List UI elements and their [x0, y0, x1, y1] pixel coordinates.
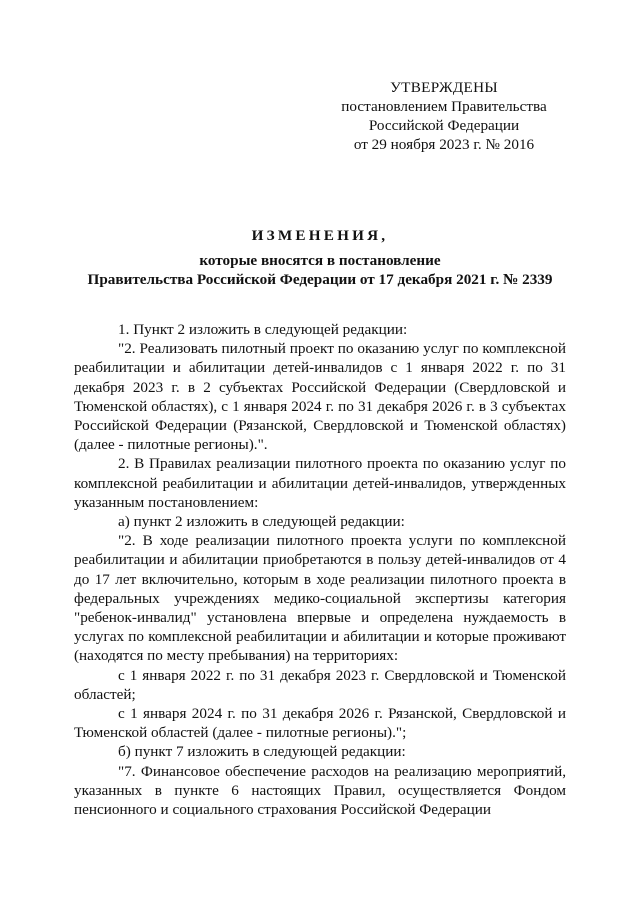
- paragraph: с 1 января 2022 г. по 31 декабря 2023 г. Свердловской и Тюменской областей;: [74, 666, 566, 703]
- approval-block: [330, 78, 558, 154]
- document-title: [60, 226, 580, 289]
- paragraph: а) пункт 2 изложить в следующей редакции:: [118, 513, 405, 531]
- paragraph: "2. Реализовать пилотный проект по оказанию услуг по комплексной реабилитации и абилитации детей-инвалидов с 1 января 2022 г. по 31 декабря 2023 г. в 2 субъектах Российской Федерации (Свердловской и Тюменской областях), с 1 января 2024 г. по 31 декабря 2026 г. в 3 субъектах Российской Федерации (Рязанской, Свердловской и Тюменской областях) (далее - пилотные регионы).".: [74, 340, 566, 454]
- paragraph: 1. Пункт 2 изложить в следующей редакции:: [118, 321, 408, 338]
- approval-date-line: от 29 ноября 2023 г. № 2016: [353, 136, 535, 153]
- paragraph: б) пункт 7 изложить в следующей редакции:: [118, 743, 406, 761]
- approval-heading: УТВЕРЖДЕНЫ: [390, 79, 498, 96]
- paragraph: с 1 января 2024 г. по 31 декабря 2026 г. Рязанской, Свердловской и Тюменской областей (далее - пилотные регионы).";: [74, 705, 566, 742]
- title-main: ИЗМЕНЕНИЯ,: [251, 227, 389, 244]
- title-subtitle-line: Правительства Российской Федерации от 17 декабря 2021 г. № 2339: [87, 271, 553, 288]
- approval-line: Российской Федерации: [368, 117, 520, 134]
- paragraph: "2. В ходе реализации пилотного проекта услуги по комплексной реабилитации и абилитации приобретаются в пользу детей-инвалидов от 4 до 17 лет включительно, которым в ходе реализации пилотного проекта в федеральных учреждениях медико-социальной экспертизы категория "ребенок-инвалид" установлена впервые и определена нуждаемость в услугах по комплексной реабилитации и абилитации и которые проживают (находятся по месту пребывания) на территориях:: [74, 532, 566, 665]
- title-subtitle-line: которые вносятся в постановление: [199, 252, 441, 269]
- document-body: [74, 320, 566, 819]
- paragraph: "7. Финансовое обеспечение расходов на реализацию мероприятий, указанных в пункте 6 настоящих Правил, осуществляется Фондом пенсионного и социального страхования Российской Федерации: [74, 762, 566, 819]
- approval-line: постановлением Правительства: [341, 98, 547, 115]
- paragraph: 2. В Правилах реализации пилотного проекта по оказанию услуг по комплексной реабилитации и абилитации детей-инвалидов, утвержденных указанным постановлением:: [74, 455, 566, 511]
